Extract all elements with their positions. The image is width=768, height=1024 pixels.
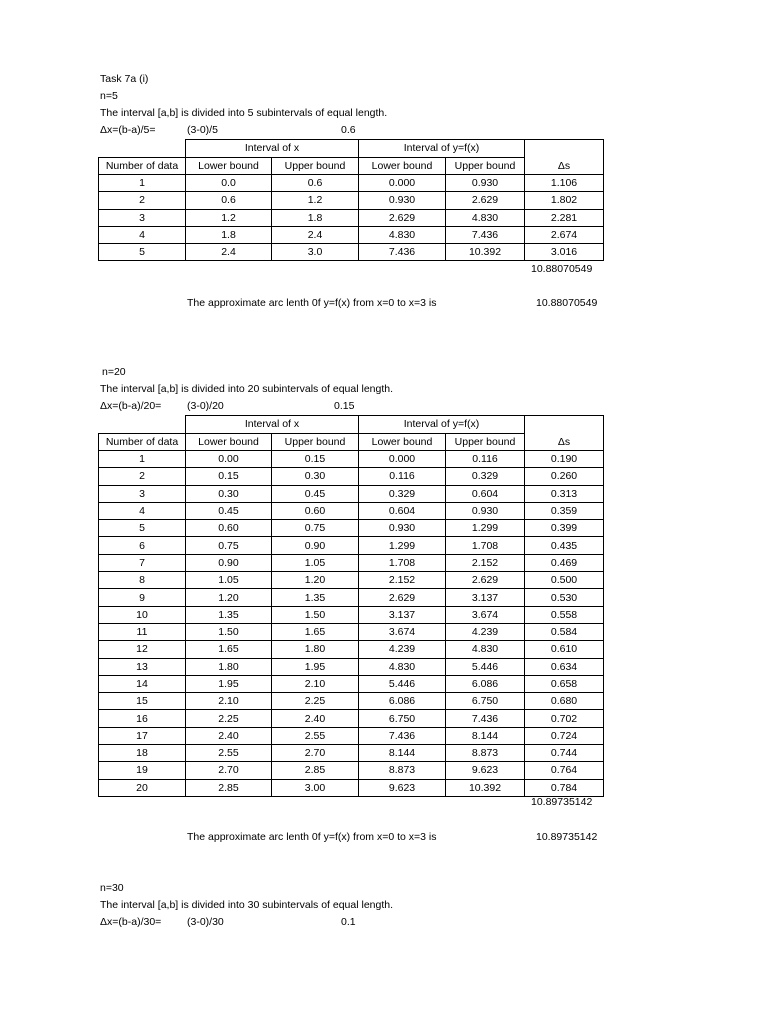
cell-delta-s: 0.764 [525, 762, 604, 779]
cell-y-lower: 4.830 [359, 658, 446, 675]
task-title: Task 7a (i) [100, 73, 149, 85]
cell-x-upper: 3.00 [272, 779, 359, 796]
header-ds-top [525, 140, 604, 158]
cell-delta-s: 0.469 [525, 554, 604, 571]
cell-number: 15 [99, 693, 186, 710]
cell-delta-s: 2.674 [525, 226, 604, 243]
cell-y-lower: 1.299 [359, 537, 446, 554]
cell-y-lower: 1.708 [359, 554, 446, 571]
cell-number: 3 [99, 209, 186, 226]
cell-x-lower: 1.35 [186, 606, 272, 623]
cell-number: 4 [99, 226, 186, 243]
cell-number: 17 [99, 727, 186, 744]
cell-delta-s: 0.702 [525, 710, 604, 727]
cell-y-lower: 8.144 [359, 745, 446, 762]
cell-number: 14 [99, 675, 186, 692]
cell-x-lower: 1.8 [186, 226, 272, 243]
cell-y-lower: 3.137 [359, 606, 446, 623]
cell-x-upper: 2.10 [272, 675, 359, 692]
table-row [99, 779, 604, 796]
col-y-upper-bound: Upper bound [446, 157, 525, 175]
cell-y-lower: 3.674 [359, 623, 446, 640]
cell-number: 10 [99, 606, 186, 623]
cell-y-upper: 1.299 [446, 520, 525, 537]
header-ds-top [525, 416, 604, 434]
cell-x-lower: 0.75 [186, 537, 272, 554]
cell-number: 16 [99, 710, 186, 727]
cell-y-upper: 10.392 [446, 244, 525, 261]
data-table-n5 [98, 139, 604, 261]
group-header-y: Interval of y=f(x) [359, 140, 525, 158]
result-value: 10.89735142 [536, 831, 598, 843]
cell-y-lower: 4.239 [359, 641, 446, 658]
cell-y-upper: 0.604 [446, 485, 525, 502]
cell-x-upper: 0.75 [272, 520, 359, 537]
cell-x-upper: 2.40 [272, 710, 359, 727]
cell-y-upper: 4.830 [446, 209, 525, 226]
cell-y-upper: 10.392 [446, 779, 525, 796]
cell-x-lower: 2.10 [186, 693, 272, 710]
cell-x-upper: 1.8 [272, 209, 359, 226]
group-header-row [99, 140, 604, 158]
table-row [99, 606, 604, 623]
conclusion-text: The approximate arc lenth 0f y=f(x) from x=0 to x=3 is [187, 297, 437, 309]
cell-number: 7 [99, 554, 186, 571]
delta-x-value: 0.15 [334, 400, 355, 412]
col-x-lower-bound: Lower bound [186, 433, 272, 451]
cell-y-upper: 6.750 [446, 693, 525, 710]
column-header-row [99, 157, 604, 175]
cell-y-lower: 0.000 [359, 451, 446, 468]
table-row [99, 451, 604, 468]
cell-y-upper: 8.144 [446, 727, 525, 744]
table-row [99, 226, 604, 243]
cell-x-lower: 0.15 [186, 468, 272, 485]
delta-x-formula: Δx=(b-a)/30= [100, 916, 162, 928]
cell-y-lower: 0.604 [359, 502, 446, 519]
cell-y-lower: 0.116 [359, 468, 446, 485]
delta-x-expression: (3-0)/30 [187, 916, 224, 928]
table-body [99, 140, 604, 261]
cell-y-upper: 3.674 [446, 606, 525, 623]
delta-x-value: 0.6 [341, 124, 356, 136]
cell-number: 8 [99, 572, 186, 589]
cell-delta-s: 1.106 [525, 175, 604, 192]
col-delta-s: Δs [525, 433, 604, 451]
cell-x-lower: 2.85 [186, 779, 272, 796]
cell-y-upper: 3.137 [446, 589, 525, 606]
col-x-lower-bound: Lower bound [186, 157, 272, 175]
cell-delta-s: 0.680 [525, 693, 604, 710]
cell-y-lower: 9.623 [359, 779, 446, 796]
header-blank [99, 416, 186, 434]
delta-x-formula: Δx=(b-a)/5= [100, 124, 156, 136]
delta-x-expression: (3-0)/5 [187, 124, 218, 136]
group-header-x: Interval of x [186, 416, 359, 434]
cell-y-lower: 0.930 [359, 192, 446, 209]
delta-x-value: 0.1 [341, 916, 356, 928]
cell-delta-s: 2.281 [525, 209, 604, 226]
cell-y-lower: 2.152 [359, 572, 446, 589]
table-row [99, 485, 604, 502]
cell-delta-s: 0.190 [525, 451, 604, 468]
cell-y-upper: 0.930 [446, 502, 525, 519]
group-header-x: Interval of x [186, 140, 359, 158]
cell-y-upper: 9.623 [446, 762, 525, 779]
cell-y-lower: 0.329 [359, 485, 446, 502]
cell-number: 9 [99, 589, 186, 606]
cell-number: 13 [99, 658, 186, 675]
cell-x-upper: 1.95 [272, 658, 359, 675]
col-number-of-data: Number of data [99, 157, 186, 175]
cell-y-lower: 7.436 [359, 244, 446, 261]
cell-y-upper: 1.708 [446, 537, 525, 554]
table-row [99, 745, 604, 762]
cell-y-lower: 5.446 [359, 675, 446, 692]
cell-y-lower: 0.930 [359, 520, 446, 537]
cell-y-upper: 6.086 [446, 675, 525, 692]
cell-x-upper: 1.65 [272, 623, 359, 640]
cell-x-upper: 0.60 [272, 502, 359, 519]
table-row [99, 658, 604, 675]
cell-x-upper: 1.20 [272, 572, 359, 589]
cell-number: 1 [99, 175, 186, 192]
cell-delta-s: 0.610 [525, 641, 604, 658]
cell-y-upper: 7.436 [446, 710, 525, 727]
cell-y-lower: 6.750 [359, 710, 446, 727]
cell-delta-s: 0.658 [525, 675, 604, 692]
cell-y-lower: 7.436 [359, 727, 446, 744]
cell-x-upper: 1.50 [272, 606, 359, 623]
cell-y-upper: 2.152 [446, 554, 525, 571]
cell-x-lower: 2.70 [186, 762, 272, 779]
cell-delta-s: 0.359 [525, 502, 604, 519]
cell-x-lower: 0.0 [186, 175, 272, 192]
col-y-upper-bound: Upper bound [446, 433, 525, 451]
table-row [99, 209, 604, 226]
cell-x-lower: 0.6 [186, 192, 272, 209]
cell-x-upper: 0.15 [272, 451, 359, 468]
result-value: 10.88070549 [536, 297, 598, 309]
cell-y-upper: 2.629 [446, 572, 525, 589]
cell-x-upper: 1.05 [272, 554, 359, 571]
col-x-upper-bound: Upper bound [272, 157, 359, 175]
cell-x-upper: 0.6 [272, 175, 359, 192]
table-row [99, 468, 604, 485]
col-x-upper-bound: Upper bound [272, 433, 359, 451]
cell-y-lower: 8.873 [359, 762, 446, 779]
table-row [99, 244, 604, 261]
table-row [99, 554, 604, 571]
cell-x-upper: 3.0 [272, 244, 359, 261]
cell-delta-s: 0.584 [525, 623, 604, 640]
table-row [99, 192, 604, 209]
table-row [99, 589, 604, 606]
table-row [99, 675, 604, 692]
cell-number: 6 [99, 537, 186, 554]
interval-description: The interval [a,b] is divided into 30 subintervals of equal length. [100, 899, 394, 911]
table-row [99, 623, 604, 640]
data-table-n20 [98, 415, 604, 797]
cell-x-upper: 0.30 [272, 468, 359, 485]
column-header-row [99, 433, 604, 451]
col-number-of-data: Number of data [99, 433, 186, 451]
group-header-row [99, 416, 604, 434]
cell-x-lower: 1.2 [186, 209, 272, 226]
cell-y-upper: 0.930 [446, 175, 525, 192]
cell-number: 11 [99, 623, 186, 640]
cell-number: 5 [99, 520, 186, 537]
cell-x-lower: 1.50 [186, 623, 272, 640]
cell-x-lower: 1.95 [186, 675, 272, 692]
table-row [99, 641, 604, 658]
cell-x-upper: 2.55 [272, 727, 359, 744]
cell-y-lower: 2.629 [359, 209, 446, 226]
cell-x-lower: 0.45 [186, 502, 272, 519]
table-row [99, 693, 604, 710]
cell-number: 2 [99, 468, 186, 485]
cell-delta-s: 0.530 [525, 589, 604, 606]
cell-x-lower: 0.60 [186, 520, 272, 537]
cell-x-lower: 2.4 [186, 244, 272, 261]
cell-delta-s: 3.016 [525, 244, 604, 261]
delta-x-formula: Δx=(b-a)/20= [100, 400, 162, 412]
header-blank [99, 140, 186, 158]
cell-delta-s: 0.558 [525, 606, 604, 623]
cell-y-lower: 4.830 [359, 226, 446, 243]
cell-y-upper: 4.239 [446, 623, 525, 640]
cell-y-upper: 7.436 [446, 226, 525, 243]
table-row [99, 537, 604, 554]
interval-description: The interval [a,b] is divided into 5 subintervals of equal length. [100, 107, 388, 119]
cell-y-upper: 0.116 [446, 451, 525, 468]
cell-number: 20 [99, 779, 186, 796]
conclusion-text: The approximate arc lenth 0f y=f(x) from x=0 to x=3 is [187, 831, 437, 843]
cell-delta-s: 0.313 [525, 485, 604, 502]
table-body [99, 416, 604, 797]
cell-x-lower: 1.65 [186, 641, 272, 658]
col-y-lower-bound: Lower bound [359, 157, 446, 175]
cell-y-lower: 0.000 [359, 175, 446, 192]
n-label: n=5 [100, 90, 118, 102]
sum-value: 10.89735142 [531, 796, 593, 808]
table-row [99, 502, 604, 519]
cell-delta-s: 0.784 [525, 779, 604, 796]
cell-x-upper: 1.35 [272, 589, 359, 606]
col-y-lower-bound: Lower bound [359, 433, 446, 451]
cell-x-lower: 1.80 [186, 658, 272, 675]
cell-x-upper: 2.4 [272, 226, 359, 243]
cell-delta-s: 1.802 [525, 192, 604, 209]
cell-x-lower: 2.55 [186, 745, 272, 762]
interval-description: The interval [a,b] is divided into 20 subintervals of equal length. [100, 383, 394, 395]
cell-x-lower: 2.40 [186, 727, 272, 744]
cell-number: 2 [99, 192, 186, 209]
cell-y-lower: 6.086 [359, 693, 446, 710]
cell-delta-s: 0.500 [525, 572, 604, 589]
cell-y-upper: 2.629 [446, 192, 525, 209]
cell-y-lower: 2.629 [359, 589, 446, 606]
cell-delta-s: 0.744 [525, 745, 604, 762]
cell-x-lower: 2.25 [186, 710, 272, 727]
n-label: n=20 [102, 366, 126, 378]
cell-number: 19 [99, 762, 186, 779]
table-row [99, 727, 604, 744]
cell-x-lower: 0.90 [186, 554, 272, 571]
cell-x-upper: 2.70 [272, 745, 359, 762]
cell-x-upper: 0.90 [272, 537, 359, 554]
cell-x-lower: 1.20 [186, 589, 272, 606]
cell-x-lower: 0.30 [186, 485, 272, 502]
cell-y-upper: 4.830 [446, 641, 525, 658]
cell-x-upper: 1.80 [272, 641, 359, 658]
cell-y-upper: 5.446 [446, 658, 525, 675]
cell-x-lower: 0.00 [186, 451, 272, 468]
cell-number: 18 [99, 745, 186, 762]
table-row [99, 175, 604, 192]
cell-y-upper: 0.329 [446, 468, 525, 485]
cell-number: 12 [99, 641, 186, 658]
sum-value: 10.88070549 [531, 263, 593, 275]
cell-x-upper: 1.2 [272, 192, 359, 209]
cell-x-upper: 0.45 [272, 485, 359, 502]
cell-number: 5 [99, 244, 186, 261]
cell-delta-s: 0.260 [525, 468, 604, 485]
cell-y-upper: 8.873 [446, 745, 525, 762]
cell-number: 3 [99, 485, 186, 502]
table-row [99, 520, 604, 537]
cell-x-upper: 2.85 [272, 762, 359, 779]
col-delta-s: Δs [525, 157, 604, 175]
cell-number: 1 [99, 451, 186, 468]
cell-x-lower: 1.05 [186, 572, 272, 589]
table-row [99, 572, 604, 589]
n-label: n=30 [100, 882, 124, 894]
group-header-y: Interval of y=f(x) [359, 416, 525, 434]
cell-number: 4 [99, 502, 186, 519]
cell-delta-s: 0.724 [525, 727, 604, 744]
cell-delta-s: 0.399 [525, 520, 604, 537]
cell-delta-s: 0.435 [525, 537, 604, 554]
cell-delta-s: 0.634 [525, 658, 604, 675]
table-row [99, 762, 604, 779]
table-row [99, 710, 604, 727]
delta-x-expression: (3-0)/20 [187, 400, 224, 412]
cell-x-upper: 2.25 [272, 693, 359, 710]
